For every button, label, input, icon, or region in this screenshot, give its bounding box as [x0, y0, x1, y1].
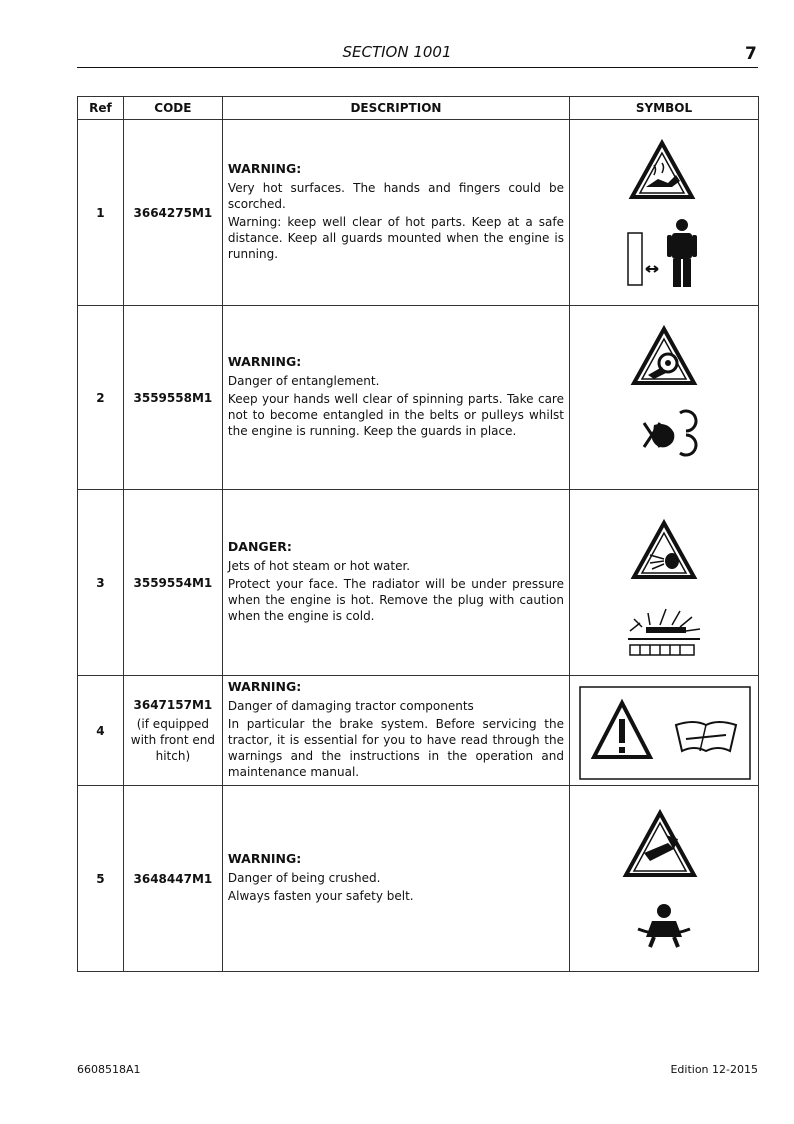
decals-table: [77, 96, 759, 972]
description-line: Jets of hot steam or hot water.: [227, 559, 411, 573]
row-ref: 2: [78, 306, 124, 490]
col-symbol: SYMBOL: [569, 97, 758, 120]
row-code: [123, 490, 222, 676]
col-ref: Ref: [78, 97, 124, 120]
table-row: [78, 490, 759, 676]
part-code: 3559554M1: [133, 575, 213, 590]
warning-label: WARNING:: [227, 161, 302, 176]
read-manual-icon: [676, 722, 736, 751]
section-title: SECTION 1001: [342, 43, 452, 61]
row-symbols: [569, 120, 758, 306]
radiator-pressure-icon: [628, 609, 700, 655]
row-description: [222, 306, 569, 490]
warning-label: WARNING:: [227, 851, 302, 866]
description-line: Warning: keep well clear of hot parts. Keep at a safe distance. Keep all guards mounted when the engine is running.: [227, 215, 564, 261]
hand-keep-away-icon: [644, 411, 696, 455]
description-line: Protect your face. The radiator will be under pressure when the engine is hot. Remove the plug with caution when the engine is cold.: [227, 577, 564, 623]
row-symbols: [569, 306, 758, 490]
table-row: [78, 676, 759, 786]
description-line: Always fasten your safety belt.: [227, 889, 414, 903]
row-ref: 5: [78, 786, 124, 972]
row-symbols: [569, 786, 758, 972]
entanglement-warning-icon: [634, 329, 694, 383]
row-description: [222, 676, 569, 786]
warning-label: WARNING:: [227, 679, 302, 694]
header-rule: [77, 67, 758, 68]
description-line: Very hot surfaces. The hands and fingers could be scorched.: [227, 181, 564, 211]
description-line: In particular the brake system. Before servicing the tractor, it is essential for you to have read through the warnings and the instructions in the operation and maintenance manual.: [227, 717, 564, 779]
part-code: 3648447M1: [133, 871, 213, 886]
col-description: DESCRIPTION: [222, 97, 569, 120]
row-description: [222, 120, 569, 306]
part-code: 3647157M1: [133, 697, 213, 712]
description-line: Danger of damaging tractor components: [227, 699, 474, 713]
part-code: 3664275M1: [133, 205, 213, 220]
row-symbols: [569, 676, 758, 786]
row-description: [222, 490, 569, 676]
description-line: Danger of entanglement.: [227, 374, 380, 388]
row-symbols: [569, 490, 758, 676]
row-ref: 3: [78, 490, 124, 676]
description-line: Keep your hands well clear of spinning parts. Take care not to become entangled in the belts or pulleys whilst the engine is running. Keep the guards in place.: [227, 392, 564, 438]
col-code: CODE: [123, 97, 222, 120]
row-code: [123, 306, 222, 490]
edition-label: Edition 12-2015: [670, 1063, 758, 1076]
row-ref: 4: [78, 676, 124, 786]
code-note: (if equipped with front end hitch): [130, 716, 215, 763]
document-number: 6608518A1: [77, 1063, 141, 1076]
table-header-row: [78, 97, 759, 120]
row-ref: 1: [78, 120, 124, 306]
part-code: 3559558M1: [133, 390, 213, 405]
description-line: Danger of being crushed.: [227, 871, 381, 885]
row-code: [123, 120, 222, 306]
row-description: [222, 786, 569, 972]
seat-belt-icon: [638, 904, 690, 947]
table-row: [78, 120, 759, 306]
table-row: [78, 306, 759, 490]
warning-label: DANGER:: [227, 539, 292, 554]
keep-distance-person-icon: [628, 219, 697, 287]
row-code: [123, 676, 222, 786]
crush-warning-icon: [626, 813, 694, 875]
page-number: 7: [745, 44, 757, 64]
hot-surface-warning-icon: [632, 143, 692, 197]
warning-label: WARNING:: [227, 354, 302, 369]
table-row: [78, 786, 759, 972]
row-code: [123, 786, 222, 972]
hot-steam-warning-icon: [634, 523, 694, 577]
